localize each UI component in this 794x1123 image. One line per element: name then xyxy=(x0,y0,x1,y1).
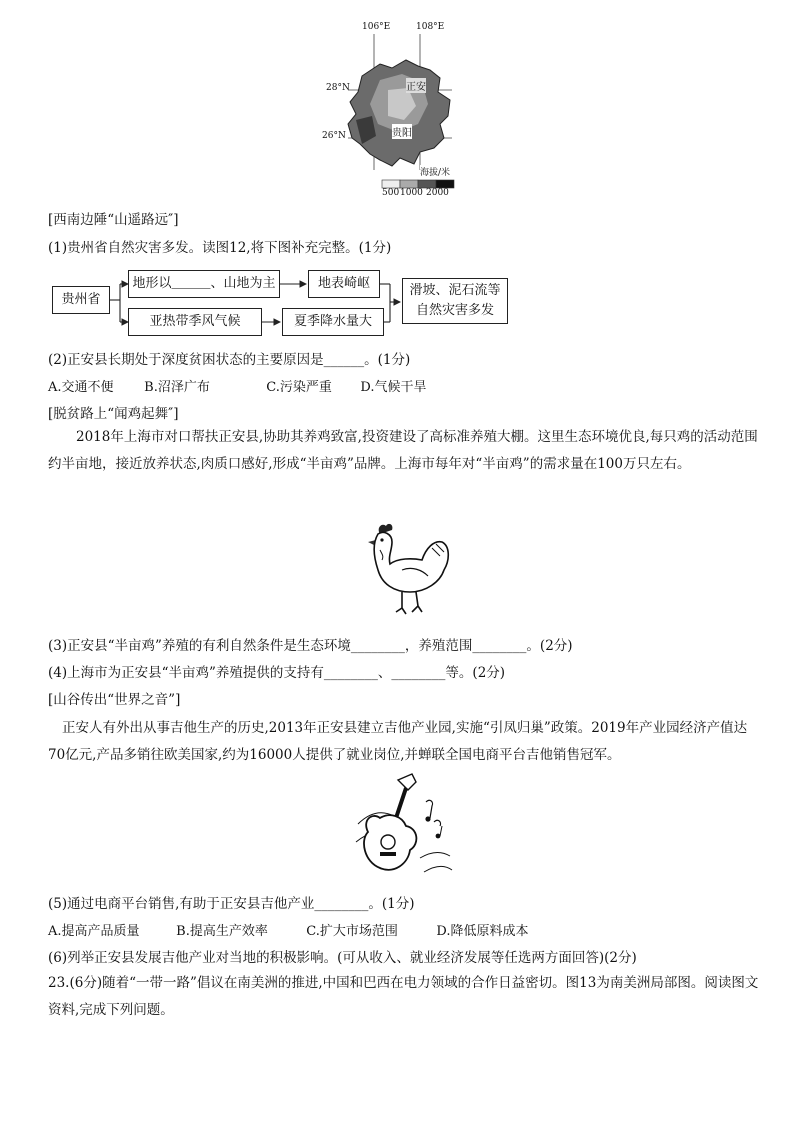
chicken-drawing xyxy=(362,520,454,620)
flow-box-disasters xyxy=(402,278,508,324)
section-heading-chicken: [脱贫路上“闻鸡起舞″] xyxy=(48,406,179,422)
map-lat-label-26: 26°N xyxy=(322,131,346,141)
guizhou-relief-map xyxy=(322,20,462,200)
flow-box-guizhou: 贵州省 xyxy=(52,286,110,314)
map-place-guiyang: 贵阳 xyxy=(392,124,412,139)
question-3: (3)正安县“半亩鸡”养殖的有利自然条件是生态环境________，养殖范围________。(2分) xyxy=(48,638,573,654)
question-4: (4)上海市为正安县“半亩鸡”养殖提供的支持有________、________等。(2分) xyxy=(48,665,506,681)
disaster-flow-chart xyxy=(48,262,518,344)
q2-option-a: A.交通不便 xyxy=(48,380,114,395)
question-5: (5)通过电商平台销售,有助于正安县吉他产业________。(1分) xyxy=(48,896,415,912)
q2-option-b: B.沼泽广布 xyxy=(144,380,210,395)
map-legend-title: 海拔/米 xyxy=(420,165,450,178)
section-heading-remote: [西南边陲“山遥路远″] xyxy=(48,212,179,228)
flow-box-rugged-surface: 地表崎岖 xyxy=(308,270,380,298)
flow-box-monsoon-climate: 亚热带季风气候 xyxy=(128,308,262,336)
chicken-illustration xyxy=(362,520,454,620)
flow-box-summer-rain: 夏季降水量大 xyxy=(282,308,384,336)
question-2-options xyxy=(48,376,427,395)
question-6: (6)列举正安县发展吉他产业对当地的积极影响。(可从收入、就业经济发展等任选两方面回答)(2分) xyxy=(48,950,637,966)
map-legend-tick-1000: 1000 xyxy=(400,188,423,198)
flow-result-line2: 自然灾害多发 xyxy=(415,303,494,318)
q5-option-d: D.降低原料成本 xyxy=(436,924,529,939)
question-5-options xyxy=(48,920,529,939)
map-lat-label-28: 28°N xyxy=(326,83,350,93)
q2-option-d: D.气候干旱 xyxy=(360,380,427,395)
map-place-zhengan: 正安 xyxy=(406,78,426,93)
q5-option-c: C.扩大市场范围 xyxy=(306,924,398,939)
section-heading-world-sound: [山谷传出“世界之音”] xyxy=(48,692,181,708)
paragraph-banmu-chicken: 2018年上海市对口帮扶正安县,协助其养鸡致富,投资建设了高标准养殖大棚。这里生态环境优良,每只鸡的活动范围约半亩地，接近放养状态,肉质口感好,形成“半亩鸡”品牌。上海市每年对“半亩鸡”的需求量在100万只左右。 xyxy=(48,429,758,472)
q2-option-c: C.污染严重 xyxy=(266,380,332,395)
guitar-drawing xyxy=(350,772,456,884)
q5-option-a: A.提高产品质量 xyxy=(48,924,140,939)
question-2: (2)正安县长期处于深度贫困状态的主要原因是______。(1分) xyxy=(48,352,411,368)
guitar-illustration xyxy=(350,772,456,884)
flow-box-terrain: 地形以＿＿＿、山地为主 xyxy=(128,270,280,298)
q5-option-b: B.提高生产效率 xyxy=(176,924,268,939)
map-lon-label-108: 108°E xyxy=(416,22,445,32)
map-legend-tick-500: 500 xyxy=(382,188,400,198)
map-legend-tick-2000: 2000 xyxy=(426,188,449,198)
question-23: 23.(6分)随着“一带一路”倡议在南美洲的推进,中国和巴西在电力领域的合作日益密切。图13为南美洲局部图。阅读图文资料,完成下列问题。 xyxy=(48,975,759,1018)
flow-result-line1: 滑坡、泥石流等 xyxy=(409,283,501,298)
paragraph-guitar-industry: 正安人有外出从事吉他生产的历史,2013年正安县建立吉他产业园,实施“引凤归巢”政策。2019年产业园经济产值达70亿元,产品多销往欧美国家,约为16000人提供了就业岗位,并蝉联全国电商平台吉他销售冠军。 xyxy=(48,720,748,763)
map-lon-label-106: 106°E xyxy=(362,22,391,32)
question-1: (1)贵州省自然灾害多发。读图12,将下图补充完整。(1分) xyxy=(48,240,392,256)
